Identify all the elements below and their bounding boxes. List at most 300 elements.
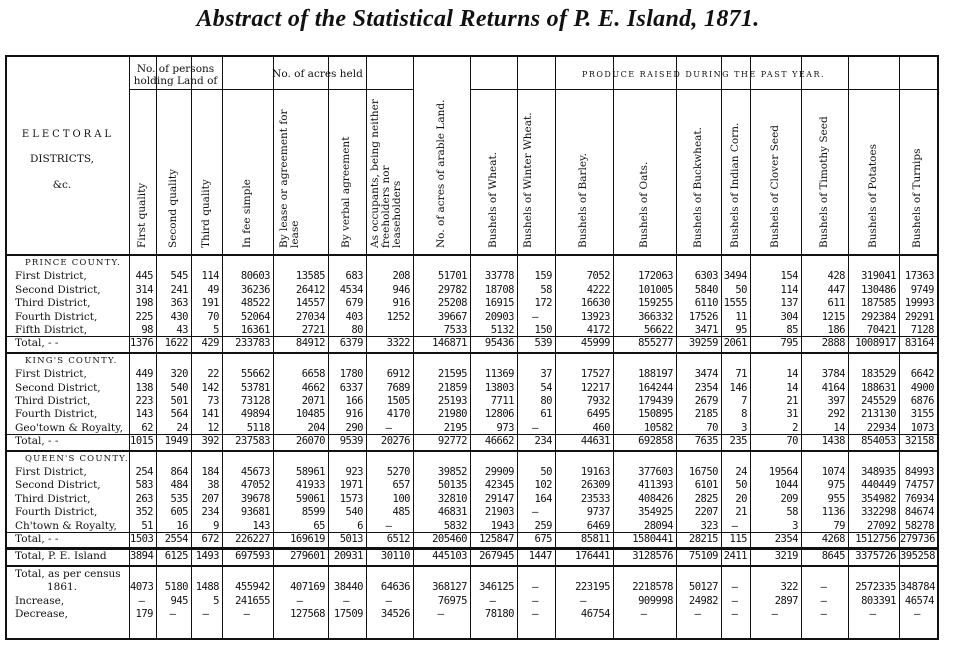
table-cell: 209 xyxy=(780,492,798,505)
table-cell: 354925 xyxy=(638,506,673,519)
table-cell: 208 xyxy=(392,270,410,283)
table-cell: 1376 xyxy=(130,337,154,350)
table-cell: 46574 xyxy=(904,594,934,607)
table-cell: 6642 xyxy=(910,368,934,381)
table-cell: 1074 xyxy=(821,466,845,478)
table-cell: 50 xyxy=(540,466,552,478)
table-cell: 540 xyxy=(170,381,188,394)
table-cell: 3128576 xyxy=(632,550,673,563)
table-cell: 6876 xyxy=(910,395,934,407)
row-label: Third District, xyxy=(15,395,91,407)
table-cell: 1780 xyxy=(339,368,363,381)
table-cell: 545 xyxy=(170,270,188,283)
table-cell: 50 xyxy=(735,479,747,492)
table-cell: 460 xyxy=(592,421,610,434)
row-label: Second District, xyxy=(15,283,101,296)
row-label: Total, - - xyxy=(15,337,59,350)
table-cell: 397 xyxy=(827,395,845,407)
table-cell: 188631 xyxy=(861,381,896,394)
table-cell: 21 xyxy=(735,506,747,519)
table-cell: 320 xyxy=(170,368,188,381)
table-cell: 164244 xyxy=(638,381,673,394)
table-cell: 233783 xyxy=(235,337,270,350)
table-cell: 1555 xyxy=(723,297,747,310)
table-cell: 169619 xyxy=(290,533,325,545)
table-cell: — xyxy=(820,581,827,594)
table-cell: 50 xyxy=(735,283,747,296)
table-cell: 916 xyxy=(392,297,410,310)
table-cell: — xyxy=(532,506,538,519)
table-cell: 5832 xyxy=(443,519,467,532)
table-cell: 14 xyxy=(786,381,798,394)
table-cell: 348935 xyxy=(861,466,896,478)
table-cell: 3375726 xyxy=(855,550,896,563)
table-cell: 7689 xyxy=(386,381,410,394)
table-cell: 2354 xyxy=(694,381,718,394)
table-cell: 20276 xyxy=(380,435,410,448)
column-header: First quality xyxy=(135,182,148,248)
table-cell: 319041 xyxy=(861,270,896,283)
table-cell: 12217 xyxy=(580,381,610,394)
row-label: Fourth District, xyxy=(15,506,98,519)
table-cell: 2218578 xyxy=(632,581,673,594)
table-cell: 150895 xyxy=(638,408,673,421)
table-cell: 142 xyxy=(201,381,219,394)
table-cell: 191 xyxy=(201,297,219,310)
table-cell: 8 xyxy=(741,408,747,421)
table-cell: 204 xyxy=(307,421,325,434)
table-cell: — xyxy=(296,594,303,607)
table-cell: 36236 xyxy=(240,283,270,296)
table-cell: 187585 xyxy=(861,297,896,310)
table-cell: 52064 xyxy=(240,310,270,323)
table-cell: 540 xyxy=(345,506,363,519)
table-cell: 4073 xyxy=(130,581,154,594)
table-cell: 363 xyxy=(170,297,188,310)
table-cell: 3471 xyxy=(694,324,718,336)
table-cell: 213130 xyxy=(861,408,896,421)
row-label: Third District, xyxy=(15,297,91,310)
table-cell: 143 xyxy=(135,408,153,421)
table-cell: 95436 xyxy=(484,337,514,350)
table-cell: 223195 xyxy=(575,581,610,594)
table-cell: 146 xyxy=(729,381,747,394)
table-cell: 245529 xyxy=(861,395,896,407)
table-cell: 38440 xyxy=(333,581,363,594)
table-cell: 50127 xyxy=(688,581,718,594)
table-cell: 49894 xyxy=(240,408,270,421)
table-cell: 923 xyxy=(345,466,363,478)
table-cell: 657 xyxy=(392,479,410,492)
table-cell: 403 xyxy=(345,310,363,323)
table-cell: 539 xyxy=(534,337,552,350)
table-cell: 28215 xyxy=(688,533,718,545)
table-cell: 855277 xyxy=(638,337,673,350)
table-cell: 16630 xyxy=(580,297,610,310)
table-cell: 34526 xyxy=(380,608,410,620)
table-cell: 48522 xyxy=(240,297,270,310)
table-cell: — xyxy=(385,519,392,532)
table-cell: 93681 xyxy=(240,506,270,519)
table-cell: 84912 xyxy=(295,337,325,350)
table-cell: 346125 xyxy=(479,581,514,594)
table-cell: 697593 xyxy=(235,550,270,563)
table-cell: — xyxy=(532,310,538,323)
table-cell: 146871 xyxy=(432,337,467,350)
table-cell: — xyxy=(532,594,538,607)
table-cell: 127568 xyxy=(290,608,325,620)
table-cell: 267945 xyxy=(479,550,514,563)
table-cell: 909998 xyxy=(638,594,673,607)
table-cell: 73 xyxy=(207,395,219,407)
table-cell: 14 xyxy=(786,368,798,381)
table-cell: 5 xyxy=(213,324,219,336)
table-cell: 3 xyxy=(792,519,798,532)
table-cell: 84993 xyxy=(904,466,934,478)
table-cell: 11 xyxy=(735,310,747,323)
table-cell: 70 xyxy=(706,421,718,434)
table-cell: 47052 xyxy=(240,479,270,492)
column-header: Bushels of Turnips xyxy=(911,148,923,248)
table-cell: 70 xyxy=(786,435,798,448)
table-cell: 485 xyxy=(392,506,410,519)
table-cell: 1447 xyxy=(528,550,552,563)
table-cell: 24 xyxy=(735,466,747,478)
table-cell: 445103 xyxy=(432,550,467,563)
table-cell: 2185 xyxy=(694,408,718,421)
table-cell: 46662 xyxy=(484,435,514,448)
table-cell: 304 xyxy=(780,310,798,323)
table-cell: 54 xyxy=(540,381,552,394)
table-cell: 32810 xyxy=(437,492,467,505)
table-cell: 4222 xyxy=(586,283,610,296)
table-cell: 26412 xyxy=(295,283,325,296)
table-cell: 25193 xyxy=(437,395,467,407)
table-cell: 114 xyxy=(201,270,219,283)
table-cell: 84674 xyxy=(904,506,934,519)
table-cell: 45999 xyxy=(580,337,610,350)
table-cell: 1512756 xyxy=(855,533,896,545)
table-cell: 16 xyxy=(176,519,188,532)
table-cell: 21 xyxy=(786,395,798,407)
table-cell: — xyxy=(243,608,250,620)
table-cell: 39667 xyxy=(437,310,467,323)
table-cell: 29909 xyxy=(484,466,514,478)
section-name: PRINCE COUNTY. xyxy=(25,258,122,268)
table-cell: 237583 xyxy=(235,435,270,448)
table-cell: 58 xyxy=(540,283,552,296)
table-cell: 17509 xyxy=(333,608,363,620)
table-cell: 6512 xyxy=(386,533,410,545)
table-cell: — xyxy=(820,594,827,607)
table-cell: 2679 xyxy=(694,395,718,407)
table-cell: 56622 xyxy=(643,324,673,336)
table-cell: 80 xyxy=(351,324,363,336)
table-cell: 101005 xyxy=(638,283,673,296)
table-cell: 29147 xyxy=(484,492,514,505)
statistics-table xyxy=(5,55,939,640)
table-cell: 332298 xyxy=(861,506,896,519)
table-cell: 37 xyxy=(540,368,552,381)
table-cell: 39259 xyxy=(688,337,718,350)
table-cell: 164 xyxy=(534,492,552,505)
table-cell: 6110 xyxy=(694,297,718,310)
table-cell: 75109 xyxy=(688,550,718,563)
table-cell: 2207 xyxy=(694,506,718,519)
table-cell: 455942 xyxy=(235,581,270,594)
table-cell: 564 xyxy=(170,408,188,421)
table-cell: 16750 xyxy=(688,466,718,478)
table-cell: 1073 xyxy=(910,421,934,434)
table-cell: 9539 xyxy=(339,435,363,448)
table-cell: 4170 xyxy=(386,408,410,421)
table-cell: 3784 xyxy=(821,368,845,381)
table-cell: 114 xyxy=(780,283,798,296)
table-cell: 2554 xyxy=(164,533,188,545)
table-cell: 138 xyxy=(135,381,153,394)
table-cell: 290 xyxy=(345,421,363,434)
table-cell: 440449 xyxy=(861,479,896,492)
table-cell: 411393 xyxy=(638,479,673,492)
table-cell: 159 xyxy=(534,270,552,283)
table-cell: 70 xyxy=(207,310,219,323)
table-cell: 6337 xyxy=(339,381,363,394)
table-cell: 5 xyxy=(213,594,219,607)
table-cell: — xyxy=(731,608,738,620)
table-cell: 33778 xyxy=(484,270,514,283)
column-header: Bushels of Barley. xyxy=(577,153,589,248)
table-cell: 1215 xyxy=(821,310,845,323)
table-cell: — xyxy=(532,581,538,594)
column-header: Bushels of Buckwheat. xyxy=(691,127,704,248)
table-cell: 24982 xyxy=(688,594,718,607)
table-cell: 38 xyxy=(207,479,219,492)
section-name: KING'S COUNTY. xyxy=(25,355,118,366)
table-cell: 14 xyxy=(833,421,845,434)
table-cell: 24 xyxy=(176,421,188,434)
table-cell: 430 xyxy=(170,310,188,323)
table-cell: 2825 xyxy=(694,492,718,505)
table-cell: 20931 xyxy=(333,550,363,563)
table-cell: 675 xyxy=(534,533,552,545)
table-cell: 241655 xyxy=(235,594,270,607)
table-cell: 25208 xyxy=(437,297,467,310)
table-cell: 254 xyxy=(135,466,153,478)
table-cell: 395258 xyxy=(900,550,935,563)
table-cell: 143 xyxy=(252,519,270,532)
header-electoral: ELECTORAL xyxy=(21,129,115,140)
header-acres-group: No. of acres held xyxy=(272,68,363,80)
column-header: As occupants, being neither freeholders nor leaseholders xyxy=(369,99,403,248)
table-cell: 39852 xyxy=(437,466,467,478)
table-cell: 392 xyxy=(201,435,219,448)
table-cell: 64636 xyxy=(380,581,410,594)
table-cell: 13803 xyxy=(484,381,514,394)
table-cell: 1015 xyxy=(130,435,154,448)
table-cell: 916 xyxy=(345,408,363,421)
table-cell: 5840 xyxy=(694,283,718,296)
table-cell: 46754 xyxy=(580,608,610,620)
table-cell: 679 xyxy=(345,297,363,310)
table-cell: — xyxy=(202,608,209,620)
table-cell: 100 xyxy=(392,492,410,505)
table-cell: 605 xyxy=(170,506,188,519)
table-cell: 20903 xyxy=(484,310,514,323)
table-cell: 5013 xyxy=(339,533,363,545)
table-cell: — xyxy=(731,581,738,594)
table-cell: 45673 xyxy=(240,466,270,478)
table-cell: 70421 xyxy=(866,324,896,336)
table-cell: 2888 xyxy=(821,337,845,350)
table-cell: 279601 xyxy=(290,550,325,563)
table-cell: 449 xyxy=(135,368,153,381)
table-cell: 314 xyxy=(135,283,153,296)
row-label: Fifth District, xyxy=(15,324,88,336)
table-cell: 2 xyxy=(792,421,798,434)
table-cell: 2411 xyxy=(723,550,747,563)
table-cell: 172063 xyxy=(638,270,673,283)
row-label: First District, xyxy=(15,368,87,381)
table-cell: 51 xyxy=(141,519,153,532)
table-cell: 9749 xyxy=(910,283,934,296)
table-cell: 21903 xyxy=(484,506,514,519)
column-header: Bushels of Potatoes xyxy=(866,143,879,248)
table-cell: 29782 xyxy=(437,283,467,296)
table-cell: 4172 xyxy=(586,324,610,336)
table-cell: 198 xyxy=(135,297,153,310)
table-cell: 207 xyxy=(201,492,219,505)
table-cell: 692858 xyxy=(638,435,673,448)
table-cell: 279736 xyxy=(900,533,935,545)
column-header: By verbal agreement xyxy=(340,136,352,248)
section-end-rule xyxy=(7,450,937,452)
table-cell: — xyxy=(437,608,444,620)
section-end-rule xyxy=(7,352,937,354)
row-label: Third District, xyxy=(15,492,91,505)
table-cell: 4164 xyxy=(821,381,845,394)
table-cell: — xyxy=(343,594,349,607)
table-cell: 1008917 xyxy=(855,337,896,350)
table-cell: 183529 xyxy=(861,368,896,381)
table-cell: 19564 xyxy=(768,466,798,478)
table-cell: — xyxy=(869,608,876,620)
table-cell: 22 xyxy=(207,368,219,381)
table-cell: 1044 xyxy=(774,479,798,492)
table-cell: — xyxy=(731,594,738,607)
section-end-rule xyxy=(7,565,937,567)
row-label: Fourth District, xyxy=(15,310,98,323)
table-cell: 428 xyxy=(827,270,845,283)
table-cell: 1505 xyxy=(386,395,410,407)
table-cell: 6379 xyxy=(339,337,363,350)
table-cell: 17526 xyxy=(688,310,718,323)
document-title: Abstract of the Statistical Returns of P. E. Island, 1871. xyxy=(196,6,760,32)
table-cell: 28094 xyxy=(643,519,673,532)
row-label: Total, P. E. Island xyxy=(15,550,107,563)
table-cell: 234 xyxy=(201,506,219,519)
table-cell: 19163 xyxy=(580,466,610,478)
table-cell: 65 xyxy=(313,519,325,532)
table-cell: 583 xyxy=(135,479,153,492)
table-cell: 407169 xyxy=(290,581,325,594)
table-cell: 26070 xyxy=(295,435,325,448)
table-cell: 5270 xyxy=(386,466,410,478)
row-label: Decrease, xyxy=(15,608,68,620)
table-cell: — xyxy=(385,594,392,607)
table-cell: 429 xyxy=(201,337,219,350)
table-cell: — xyxy=(532,608,538,620)
column-header: Bushels of Indian Corn. xyxy=(728,122,741,248)
row-label: Total, as per census xyxy=(15,567,121,580)
table-cell: 9 xyxy=(213,519,219,532)
table-cell: 141 xyxy=(201,408,219,421)
table-cell: 16361 xyxy=(240,324,270,336)
table-cell: 42345 xyxy=(484,479,514,492)
table-cell: 368127 xyxy=(432,581,467,594)
table-cell: 4900 xyxy=(910,381,934,394)
row-label: Second District, xyxy=(15,479,101,492)
table-cell: 13585 xyxy=(295,270,325,283)
table-cell: 29291 xyxy=(904,310,934,323)
table-cell: 9737 xyxy=(586,506,610,519)
table-cell: 3494 xyxy=(723,270,747,283)
table-cell: 83164 xyxy=(904,337,934,350)
row-label: Fourth District, xyxy=(15,408,98,421)
table-cell: 6495 xyxy=(586,408,610,421)
table-cell: — xyxy=(580,594,586,607)
table-cell: 205460 xyxy=(432,533,467,545)
table-cell: 223 xyxy=(135,395,153,407)
table-cell: — xyxy=(532,421,538,434)
row-label: Total, - - xyxy=(15,533,59,545)
table-cell: 1580441 xyxy=(632,533,673,545)
table-cell: 61 xyxy=(540,408,552,421)
table-cell: 3894 xyxy=(130,550,154,563)
table-cell: 323 xyxy=(700,519,718,532)
table-cell: 366332 xyxy=(638,310,673,323)
table-cell: 7052 xyxy=(586,270,610,283)
table-cell: 16915 xyxy=(484,297,514,310)
table-cell: 137 xyxy=(780,297,798,310)
row-label: Geo'town & Royalty, xyxy=(15,421,123,434)
table-cell: 447 xyxy=(827,283,845,296)
table-cell: 408426 xyxy=(638,492,673,505)
table-cell: 76975 xyxy=(437,594,467,607)
table-cell: 21980 xyxy=(437,408,467,421)
table-cell: 51701 xyxy=(437,270,467,283)
table-cell: 19993 xyxy=(904,297,934,310)
table-cell: 1493 xyxy=(195,550,219,563)
table-cell: 27034 xyxy=(295,310,325,323)
table-cell: 58961 xyxy=(295,466,325,478)
table-cell: 7128 xyxy=(910,324,934,336)
table-cell: 6125 xyxy=(164,550,188,563)
table-cell: 241 xyxy=(170,283,188,296)
table-cell: 176441 xyxy=(575,550,610,563)
table-cell: 3474 xyxy=(694,368,718,381)
table-cell: 79 xyxy=(833,519,845,532)
table-cell: 50135 xyxy=(437,479,467,492)
table-cell: 263 xyxy=(135,492,153,505)
row-label: First District, xyxy=(15,466,87,478)
table-cell: 7711 xyxy=(490,395,514,407)
table-cell: — xyxy=(385,421,392,434)
table-cell: 2721 xyxy=(301,324,325,336)
table-cell: 76934 xyxy=(904,492,934,505)
table-cell: 6469 xyxy=(586,519,610,532)
table-cell: 2897 xyxy=(774,594,798,607)
table-cell: 8599 xyxy=(301,506,325,519)
